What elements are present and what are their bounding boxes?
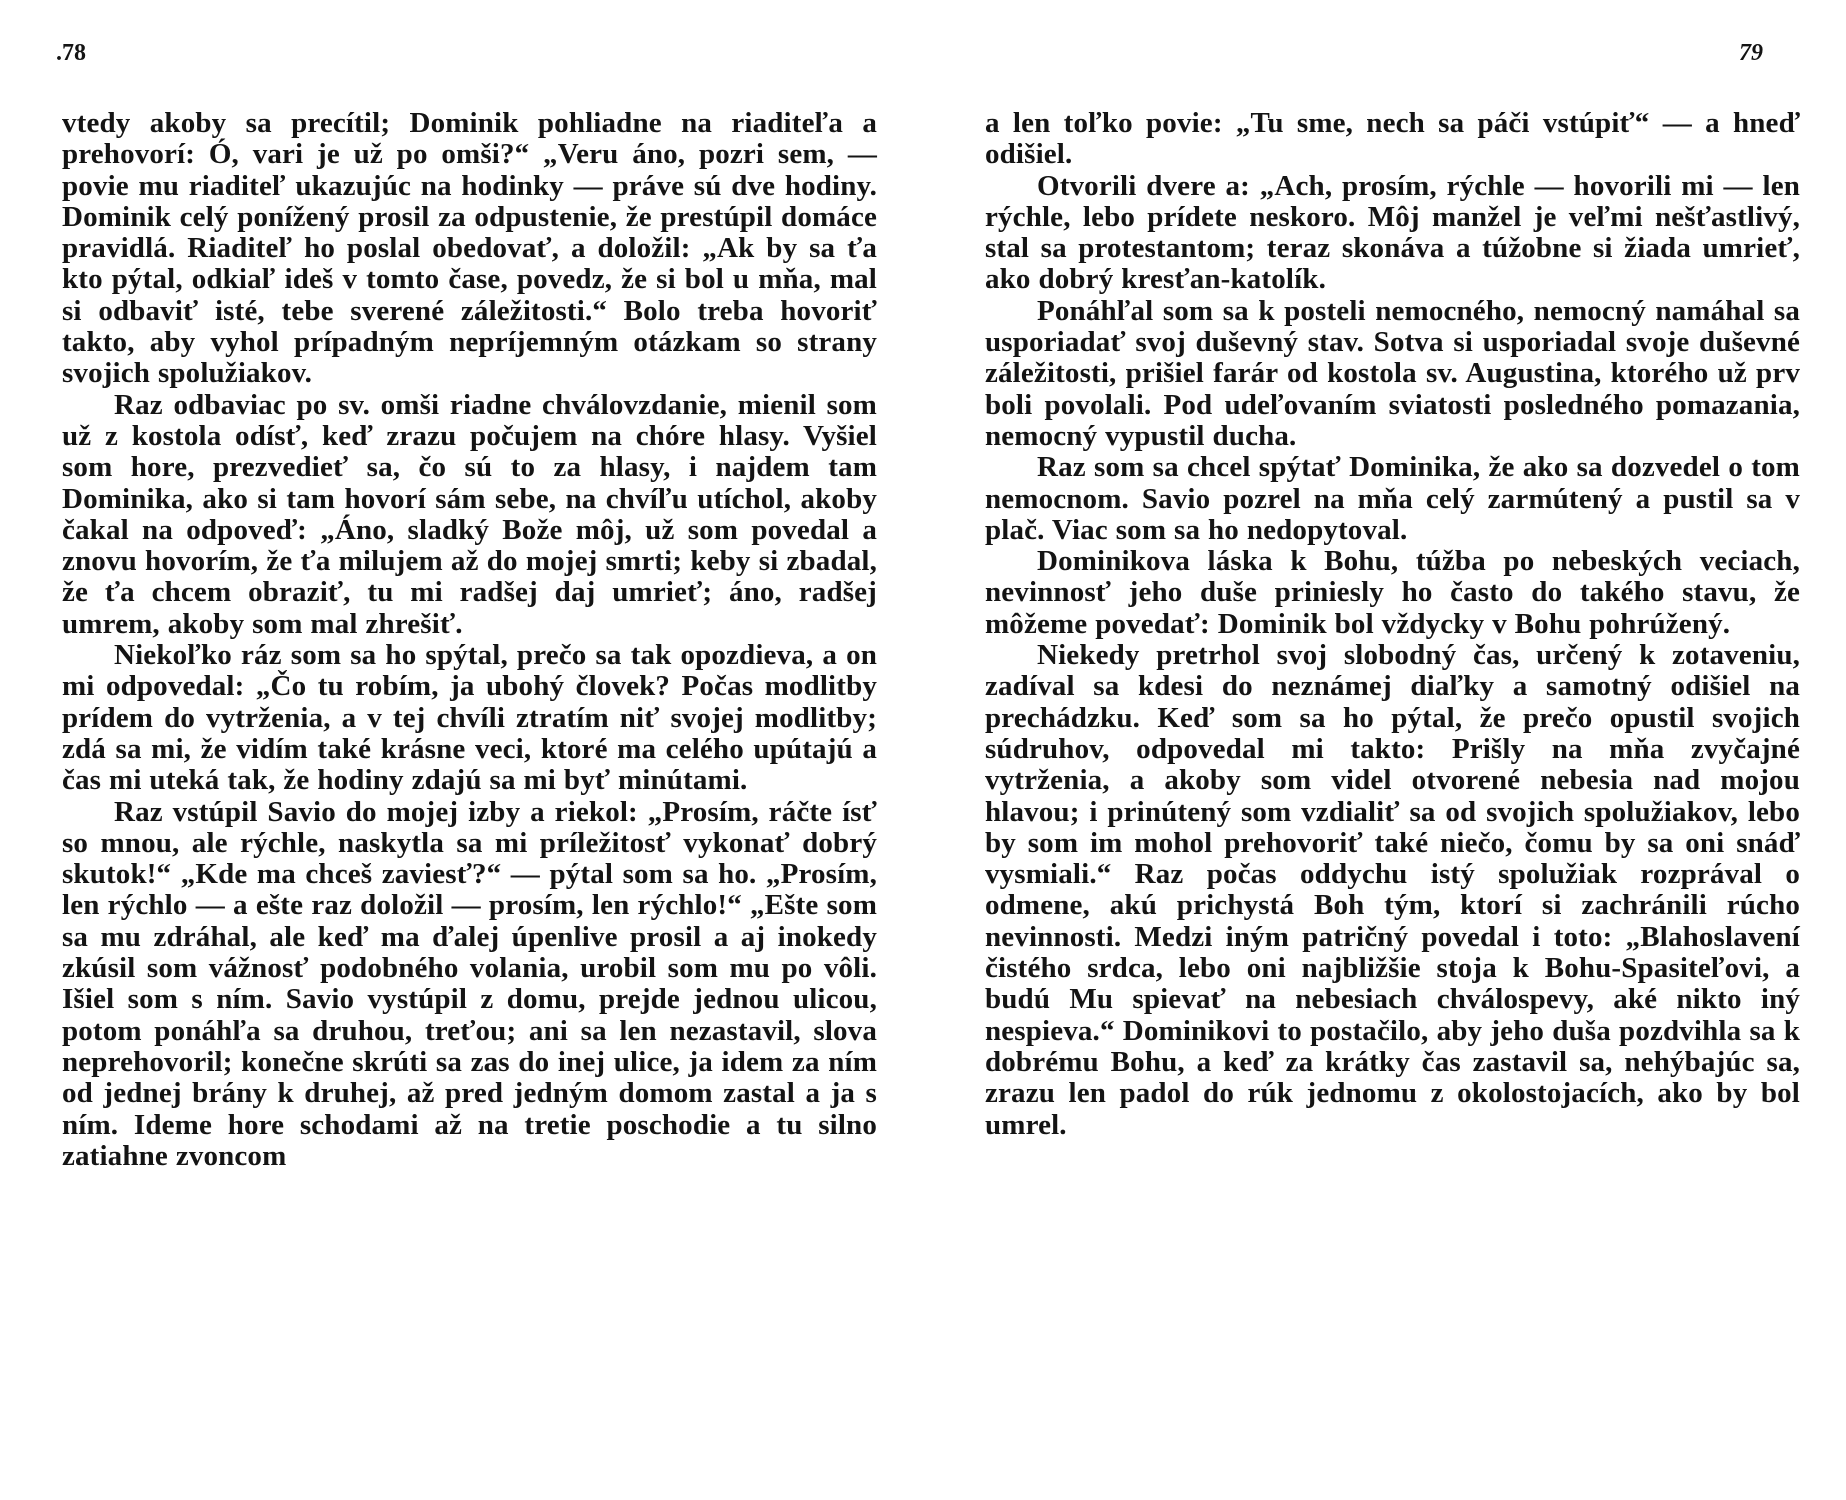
paragraph: vtedy akoby sa precítil; Dominik pohliadne na riaditeľa a prehovorí: Ó, vari je už po omši?“ „Veru áno, pozri sem, — povie mu riaditeľ ukazujúc na hodinky — práve sú dve hodiny. Dominik celý ponížený prosil za odpustenie, že prestúpil domáce pravidlá. Riaditeľ ho poslal obedovať, a doložil: „Ak by sa ťa kto pýtal, odkiaľ ideš v tomto čase, povedz, že si bol u mňa, mal si odbaviť isté, tebe sverené záležitosti.“ Bolo treba hovoriť takto, aby vyhol prípadným nepríjemným otázkam so strany svojich spolužiakov. — [62, 107, 877, 390]
paragraph: Dominikova láska k Bohu, túžba po nebeských veciach, nevinnosť jeho duše priniesly ho často do takého stavu, že môžeme povedať: Dominik bol vždycky v Bohu pohrúžený. — [985, 545, 1800, 640]
page-number: 79 — [1739, 40, 1763, 66]
paragraph: Niekoľko ráz som sa ho spýtal, prečo sa tak opozdieva, a on mi odpovedal: „Čo tu robím, ja ubohý človek? Počas modlitby prídem do vytrženia, a v tej chvíli ztratím niť svojej modlitby; zdá sa mi, že vidím také krásne veci, ktoré ma celého upútajú a čas mi uteká tak, že hodiny zdajú sa mi byť minútami. — [62, 639, 877, 797]
paragraph: Raz odbaviac po sv. omši riadne chválovzdanie, mienil som už z kostola odísť, keď zrazu počujem na chóre hlasy. Vyšiel som hore, prezvedieť sa, čo sú to za hlasy, i najdem tam Dominika, ako si tam hovorí sám sebe, na chvíľu utíchol, akoby čakal na odpoveď: „Áno, sladký Bože môj, už som povedal a znovu hovorím, že ťa milujem až do mojej smrti; keby si zbadal, že ťa chcem obraziť, tu mi radšej daj umrieť; áno, radšej umrem, akoby som mal zhrešiť. — [62, 388, 877, 640]
page-body — [985, 108, 1800, 1141]
paragraph: Raz vstúpil Savio do mojej izby a riekol: „Prosím, ráčte ísť so mnou, ale rýchle, naskytla sa mi príležitosť vykonať dobrý skutok!“ „Kde ma chceš zaviesť?“ — pýtal som sa ho. „Prosím, len rýchlo — a ešte raz doložil — prosím, len rýchlo!“ „Ešte som sa mu zdráhal, ale keď ma ďalej úpenlive prosil a aj inokedy zkúsil som vážnosť podobného volania, urobil som mu po vôli. Išiel som s ním. Savio vystúpil z domu, prejde jednou ulicou, potom ponáhľa sa druhou, treťou; ani sa len nezastavil, slova neprehovoril; konečne skrúti sa zas do inej ulice, ja idem za ním od jednej brány k druhej, až pred jedným domom zastal a ja s ním. Ideme hore schodami až na tretie poschodie a tu silno zatiahne zvoncom — [62, 795, 877, 1172]
paragraph: Niekedy pretrhol svoj slobodný čas, určený k zotaveniu, zadíval sa kdesi do neznámej diaľky a samotný odišiel na prechádzku. Keď som sa ho pýtal, že prečo opustil svojich súdruhov, odpovedal mi takto: Prišly na mňa zvyčajné vytrženia, a akoby som videl otvorené nebesia nad mojou hlavou; i prinútený som vzdialiť sa od svojich spolužiakov, lebo by som im mohol prehovoriť také niečo, čomu by sa oni snáď vysmiali.“ Raz počas oddychu istý spolužiak rozprával o odmene, akú prichystá Boh tým, ktorí si zachránili rúcho nevinnosti. Medzi iným patričný povedal i toto: „Blahoslavení čistého srdca, lebo oni najbližšie stoja k Bohu-Spasiteľovi, a budú Mu spievať na nebesiach chválospevy, aké nikto iný nespieva.“ Dominikovi to postačilo, aby jeho duša pozdvihla sa k dobrému Bohu, a keď za krátky čas zastavil sa, nehýbajúc sa, zrazu len padol do rúk jednomu z okolostojacích, ako by bol umrel. — [985, 639, 1800, 1141]
right-page — [923, 0, 1846, 1500]
page-body — [62, 108, 877, 1172]
paragraph: Otvorili dvere a: „Ach, prosím, rýchle — hovorili mi — len rýchle, lebo prídete neskoro. Môj manžel je veľmi nešťastlivý, stal sa protestantom; teraz skonáva a túžobne si žiada umrieť, ako dobrý kresťan-katolík. — [985, 169, 1800, 296]
paragraph: Raz som sa chcel spýtať Dominika, že ako sa dozvedel o tom nemocnom. Savio pozrel na mňa celý zarmútený a pustil sa v plač. Viac som sa ho nedopytoval. — [985, 451, 1800, 546]
paragraph: a len toľko povie: „Tu sme, nech sa páči vstúpiť“ — a hneď odišiel. — [985, 107, 1800, 171]
paragraph: Ponáhľal som sa k posteli nemocného, nemocný namáhal sa usporiadať svoj duševný stav. Sotva si usporiadal svoje duševné záležitosti, prišiel farár od kostola sv. Augustina, ktorého už prv boli povolali. Pod udeľovaním sviatosti posledného pomazania, nemocný vypustil ducha. — [985, 294, 1800, 452]
page-number: .78 — [56, 40, 86, 66]
